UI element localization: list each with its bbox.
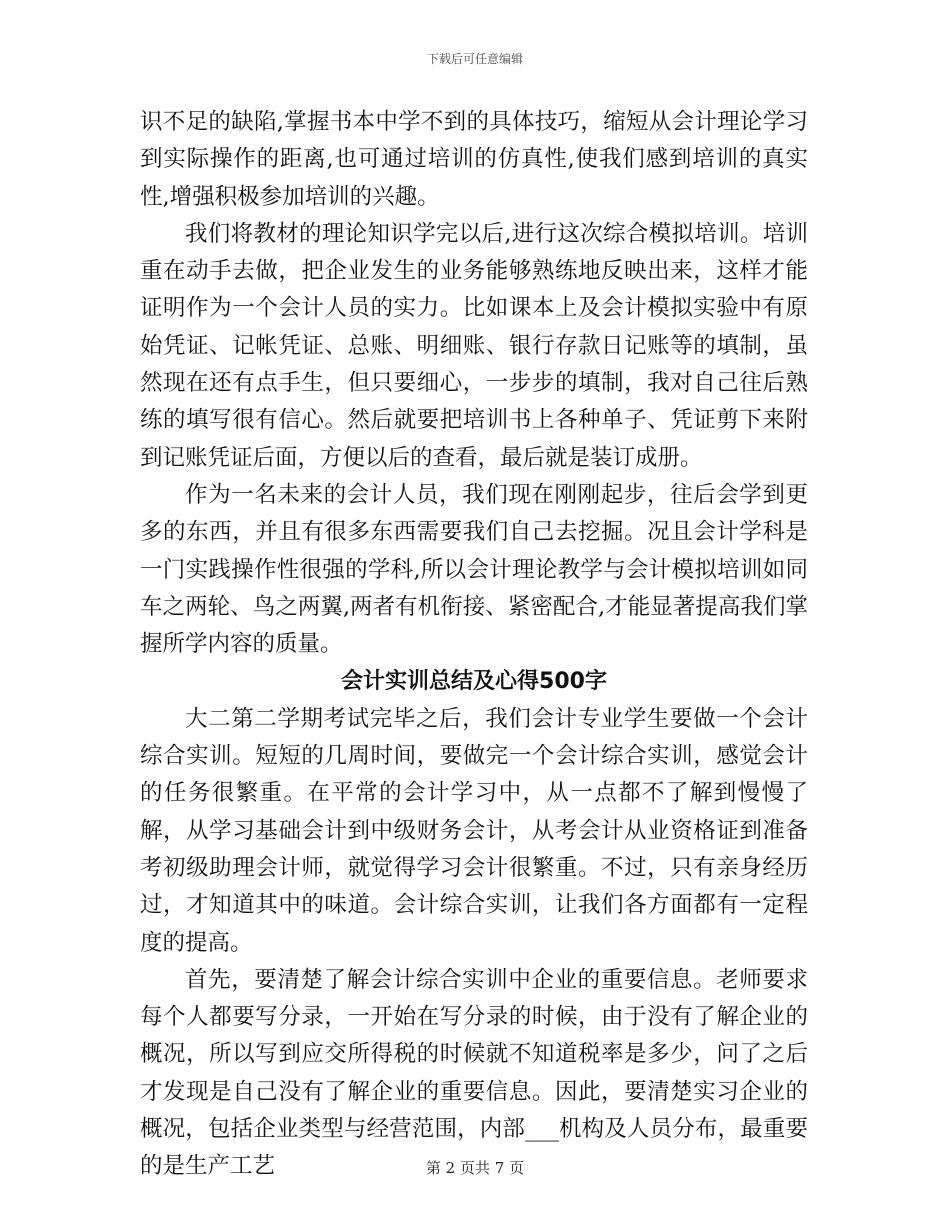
section-heading: 会计实训总结及心得500字	[341, 669, 607, 695]
paragraph: 首先，要清楚了解会计综合实训中企业的重要信息。老师要求每个人都要写分录，一开始在写分录的时候，由于没有了解企业的概况，所以写到应交所得税的时候就不知道税率是多少，问了之后才发现是自己没有了解企业的重要信息。因此，要清楚实习企业的概况，包括企业类型与经营范围，内部___机构及人员分布，最重要的是生产工艺	[140, 966, 808, 1180]
document-body	[140, 104, 808, 1186]
paragraph: 作为一名未来的会计人员，我们现在刚刚起步，往后会学到更多的东西，并且有很多东西需要我们自己去挖掘。况且会计学科是一门实践操作性很强的学科,所以会计理论教学与会计模拟培训如同车之两轮、鸟之两翼,两者有机衔接、紧密配合,才能显著提高我们掌握所学内容的质量。	[140, 481, 808, 658]
paragraph: 我们将教材的理论知识学完以后,进行这次综合模拟培训。培训重在动手去做，把企业发生的业务能够熟练地反映出来，这样才能证明作为一个会计人员的实力。比如课本上及会计模拟实验中有原始凭证、记帐凭证、总账、明细账、银行存款日记账等的填制，虽然现在还有点手生，但只要细心，一步步的填制，我对自己往后熟练的填写很有信心。然后就要把培训书上各种单子、凭证剪下来附到记账凭证后面，方便以后的查看，最后就是装订成册。	[140, 220, 808, 471]
paragraph-continued: 识不足的缺陷,掌握书本中学不到的具体技巧，缩短从会计理论学习到实际操作的距离,也可通过培训的仿真性,使我们感到培训的真实性,增强积极参加培训的兴趣。	[140, 109, 808, 210]
paragraph: 大二第二学期考试完毕之后，我们会计专业学生要做一个会计综合实训。短短的几周时间，要做完一个会计综合实训，感觉会计的任务很繁重。在平常的会计学习中，从一点都不了解到慢慢了解，从学习基础会计到中级财务会计，从考会计从业资格证到准备考初级助理会计师，就觉得学习会计很繁重。不过，只有亲身经历过，才知道其中的味道。会计综合实训，让我们各方面都有一定程度的提高。	[140, 705, 808, 956]
page-footer: 第 2 页共 7 页	[425, 1159, 525, 1177]
page-header: 下载后可任意编辑	[426, 52, 523, 66]
